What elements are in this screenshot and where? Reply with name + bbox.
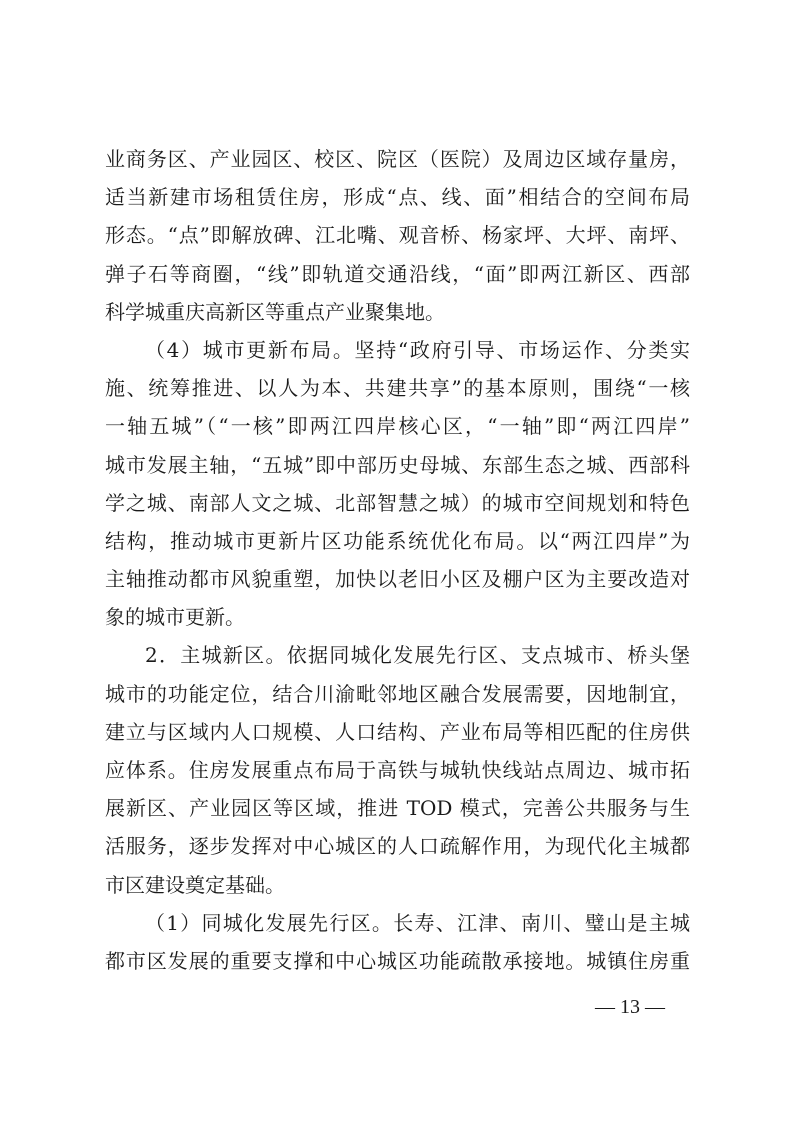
text-line: 市区建设奠定基础。: [105, 872, 285, 897]
page-number: — 13 —: [595, 996, 665, 1018]
text-line: 城市的功能定位，结合川渝毗邻地区融合发展需要，因地制宜，: [105, 681, 690, 706]
text-line: 主轴推动都市风貌重塑，加快以老旧小区及棚户区为主要改造对: [105, 567, 690, 592]
text-line: 城市发展主轴，“五城”即中部历史母城、东部生态之城、西部科: [105, 452, 690, 477]
text-line: 科学城重庆高新区等重点产业聚集地。: [105, 299, 445, 324]
text-line: 形态。“点”即解放碑、江北嘴、观音桥、杨家坪、大坪、南坪、: [105, 223, 690, 248]
paragraph-start-line: （4）城市更新布局。坚持“政府引导、市场运作、分类实: [145, 337, 690, 362]
text-line: 适当新建市场租赁住房，形成“点、线、面”相结合的空间布局: [105, 185, 690, 210]
paragraph-start-line: （1）同城化发展先行区。长寿、江津、南川、璧山是主城: [145, 910, 690, 935]
paragraph-start-line: 2．主城新区。依据同城化发展先行区、支点城市、桥头堡: [145, 643, 690, 668]
text-line: 弹子石等商圈，“线”即轨道交通沿线，“面”即两江新区、西部: [105, 261, 690, 286]
text-line: 一轴五城”（“一核”即两江四岸核心区，“一轴”即“两江四岸”: [105, 414, 690, 439]
body-text: [105, 140, 690, 980]
text-line: 展新区、产业园区等区域，推进 TOD 模式，完善公共服务与生: [105, 796, 690, 821]
text-line: 建立与区域内人口规模、人口结构、产业布局等相匹配的住房供: [105, 719, 690, 744]
text-line: 施、统筹推进、以人为本、共建共享”的基本原则，围绕“一核: [105, 376, 690, 401]
text-line: 象的城市更新。: [105, 605, 245, 630]
text-line: 业商务区、产业园区、校区、院区（医院）及周边区域存量房，: [105, 147, 690, 171]
text-line: 结构，推动城市更新片区功能系统优化布局。以“两江四岸”为: [105, 528, 690, 553]
text-line: 学之城、南部人文之城、北部智慧之城）的城市空间规划和特色: [105, 490, 690, 515]
text-line: 应体系。住房发展重点布局于高铁与城轨快线站点周边、城市拓: [105, 758, 690, 782]
text-line: 活服务，逐步发挥对中心城区的人口疏解作用，为现代化主城都: [105, 834, 690, 859]
text-line: 都市区发展的重要支撑和中心城区功能疏散承接地。城镇住房重: [105, 948, 690, 973]
